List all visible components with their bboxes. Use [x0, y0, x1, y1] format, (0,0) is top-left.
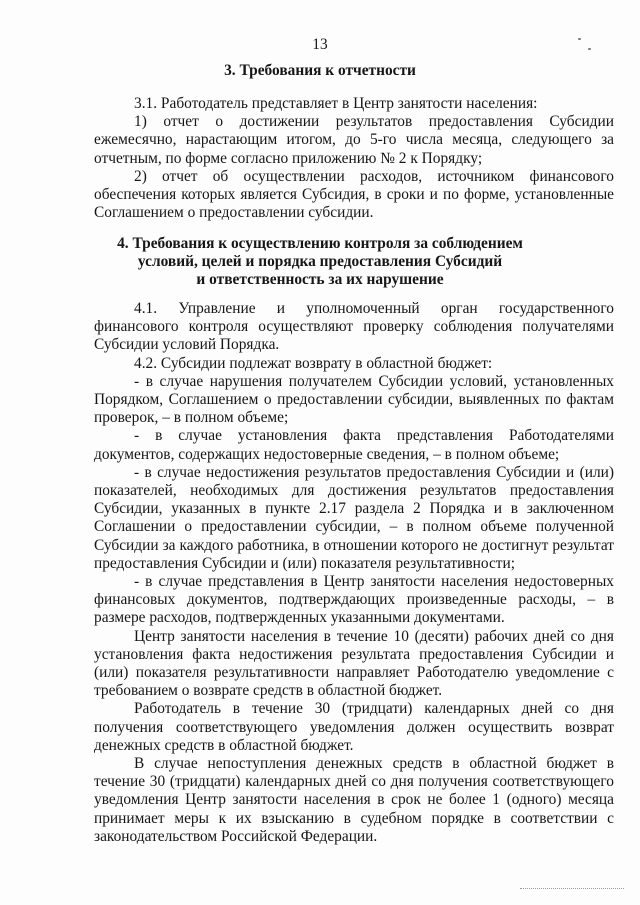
section-4-title	[0, 235, 640, 290]
section-3-title: 3. Требования к отчетности	[224, 62, 416, 79]
paragraph: В случае непоступления денежных средств в областной бюджет в течение 30 (тридцати) календарных дней со дня получения соответствующего уведомления Центр занятости населения в срок не более 1 (одного) месяца принимает меры к их взысканию в судебном порядке в соответствии с законодательством Российской Федерации.	[94, 755, 614, 845]
paragraph: Работодатель в течение 30 (тридцати) календарных дней со дня получения соответствующего уведомления должен осуществить возврат денежных средств в областной бюджет.	[94, 700, 614, 754]
section-4-body	[94, 300, 614, 846]
paragraph: 4.1. Управление и уполномоченный орган государственного финансового контроля осуществляют проверку соблюдения получателями Субсидии условий Порядка.	[94, 300, 614, 354]
paragraph: - в случае установления факта представления Работодателями документов, содержащих недостоверные сведения, – в полном объеме;	[94, 427, 614, 463]
section-4-title-line: условий, целей и порядка предоставления Субсидий	[137, 253, 503, 271]
paragraph: 2) отчет об осуществлении расходов, источником финансового обеспечения которых является Субсидия, в сроки и по форме, установленные Соглашением о предоставлении субсидии.	[94, 167, 614, 222]
scan-speck	[588, 48, 591, 50]
paragraph: - в случае представления в Центр занятости населения недостоверных финансовых документов, подтверждающих произведенные расходы, – в размере расходов, подтвержденных указанными документами.	[94, 573, 614, 627]
page-number: 13	[312, 36, 328, 53]
scan-edge-marks	[520, 888, 624, 895]
paragraph: 4.2. Субсидии подлежат возврату в областной бюджет:	[134, 354, 493, 372]
paragraph: 1) отчет о достижении результатов предоставления Субсидии ежемесячно, нарастающим итогом, до 5-го числа месяца, следующего за отчетным, по форме согласно приложению № 2 к Порядку;	[94, 113, 614, 167]
section-4-title-line: и ответственность за их нарушение	[196, 271, 444, 289]
section-3-body	[94, 95, 614, 222]
section-4-title-line: 4. Требования к осуществлению контроля за соблюдением	[117, 235, 523, 252]
paragraph: - в случае нарушения получателем Субсидии условий, установленных Порядком, Соглашением о предоставлении субсидии, выявленных по фактам проверок, – в полном объеме;	[94, 372, 614, 427]
paragraph: - в случае недостижения результатов предоставления Субсидии и (или) показателей, необходимых для достижения результатов предоставления Субсидии, указанных в пункте 2.17 раздела 2 Порядка и в заключенном Соглашении о предоставлении субсидии, – в полном объеме полученной Субсидии за каждого работника, в отношении которого не достигнут результат предоставления Субсидии и (или) показателя результативности;	[94, 463, 614, 572]
paragraph: Центр занятости населения в течение 10 (десяти) рабочих дней со дня установления факта недостижения результата предоставления Субсидии и (или) показателя результативности направляет Работодателю уведомление с требованием о возврате средств в областной бюджет.	[94, 627, 614, 700]
scan-speck	[578, 38, 581, 40]
paragraph: 3.1. Работодатель представляет в Центр занятости населения:	[134, 95, 538, 112]
